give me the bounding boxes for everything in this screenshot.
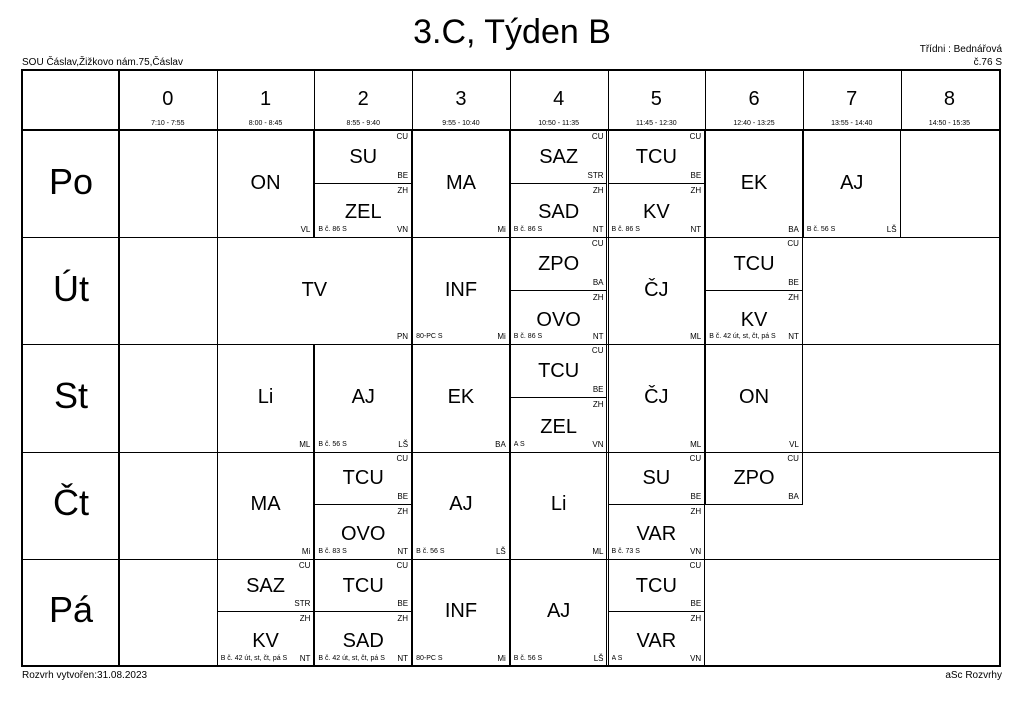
period-time: 11:45 - 12:30 [635,120,677,127]
period-number: 3 [455,88,467,110]
lesson-teacher: ML [299,439,311,449]
lesson-cell[interactable] [412,559,510,666]
period-time: 12:40 - 13:25 [733,120,775,127]
lesson-cell[interactable] [314,452,412,506]
lesson-subject: ZEL [344,201,382,224]
lesson-teacher: NT [592,225,604,235]
lesson-group: CU [591,132,604,141]
period-time: 8:00 - 8:45 [248,120,283,127]
timetable-grid [21,69,1001,667]
lesson-room: B č. 42 út, st, čt, pá S [220,654,288,662]
lesson-room: B č. 83 S [318,547,347,555]
lesson-subject: ZEL [540,415,577,438]
lesson-group: ZH [299,614,311,624]
lesson-teacher: ML [690,439,702,449]
lesson-subject: SU [349,145,378,168]
period-time: 8:55 - 9:40 [346,120,380,127]
lesson-teacher: VN [690,653,702,663]
lesson-teacher: NT [788,332,799,342]
lesson-cell[interactable] [412,130,510,237]
day-label: Pá [48,589,94,631]
lesson-subject: TCU [635,145,677,168]
lesson-room: B č. 86 S [611,226,640,234]
lesson-teacher: VN [690,546,702,556]
lesson-cell[interactable] [510,130,608,184]
lesson-group: ZH [397,507,409,517]
lesson-group: CU [298,560,311,570]
lesson-group: CU [689,560,702,570]
day-label: Út [53,267,89,309]
period-time: 7:10 - 7:55 [151,120,185,127]
home-room: č.76 S [973,57,1002,68]
lesson-group: CU [591,346,604,356]
lesson-cell[interactable] [314,505,412,559]
lesson-teacher: STR [294,599,311,609]
lesson-cell[interactable] [217,452,315,559]
lesson-teacher: BE [690,170,702,180]
lesson-teacher: BA [495,439,506,449]
period-number: 0 [162,88,174,110]
lesson-cell[interactable] [608,237,706,344]
lesson-cell[interactable] [608,184,706,238]
lesson-room: B č. 56 S [806,226,836,234]
lesson-group: ZH [690,507,702,517]
lesson-teacher: STR [587,170,604,180]
lesson-room: B č. 86 S [513,226,543,234]
lesson-teacher: NT [397,653,409,663]
lesson-subject: TCU [635,574,677,597]
lesson-subject: ON [739,385,770,408]
lesson-subject: KV [252,630,279,653]
lesson-teacher: BE [788,277,799,287]
lesson-cell[interactable] [217,130,315,237]
lesson-cell[interactable] [412,344,510,451]
lesson-room: B č. 73 S [611,547,640,555]
lesson-teacher: Mi [497,332,506,342]
lesson-cell[interactable] [217,237,412,344]
lesson-teacher: VN [396,225,409,235]
lesson-room: B č. 86 S [513,333,543,341]
lesson-subject: Li [257,385,274,408]
lesson-group: ZH [592,292,604,302]
lesson-cell[interactable] [510,291,608,345]
lesson-group: CU [396,453,409,463]
lesson-teacher: BE [690,599,702,609]
period-number: 8 [943,88,955,110]
lesson-subject: Li [550,493,567,516]
period-number: 7 [846,88,858,110]
lesson-cell[interactable] [705,291,803,345]
lesson-group: ZH [397,614,409,624]
lesson-subject: TCU [538,360,580,383]
lesson-cell[interactable] [412,452,510,559]
created-date: Rozvrh vytvořen:31.08.2023 [22,670,148,681]
lesson-room: B č. 42 út, st, čt, pá S [709,333,776,341]
lesson-subject: KV [740,308,768,331]
lesson-teacher: Mi [497,653,506,663]
lesson-teacher: BA [592,277,604,287]
lesson-teacher: BE [397,170,409,180]
lesson-subject: SAD [538,201,580,224]
software-name: aSc Rozvrhy [945,670,1002,681]
lesson-cell[interactable] [608,130,706,184]
lesson-cell[interactable] [510,452,608,559]
day-label: St [53,375,88,416]
lesson-cell[interactable] [608,505,706,559]
lesson-cell[interactable] [510,559,608,666]
period-number: 1 [259,88,272,110]
lesson-room: B č. 86 S [318,226,347,234]
day-label: Čt [53,482,89,524]
lesson-subject: AJ [546,600,571,623]
lesson-subject: SAZ [539,145,579,168]
lesson-cell[interactable] [510,344,608,398]
lesson-room: 80-PC S [416,654,443,662]
day-column-divider [118,71,120,665]
lesson-subject: SAZ [246,574,285,597]
lesson-subject: MA [445,171,476,194]
lesson-teacher: PN [396,332,409,342]
lesson-teacher: BE [592,384,604,394]
class-teacher: Třídni : Bednářová [919,44,1002,55]
lesson-group: ZH [788,292,799,302]
lesson-teacher: BA [788,492,799,502]
lesson-subject: AJ [351,385,375,408]
lesson-group: CU [396,560,409,570]
lesson-cell[interactable] [314,612,412,666]
lesson-cell[interactable] [705,452,803,506]
lesson-subject: MA [250,493,281,516]
lesson-cell[interactable] [608,452,706,506]
lesson-teacher: Mi [301,546,311,556]
school-name: SOU Čáslav,Žižkovo nám.75,Čáslav [22,57,183,68]
lesson-cell[interactable] [510,398,608,452]
lesson-teacher: LŠ [886,225,897,235]
lesson-subject: ZPO [733,467,775,490]
lesson-teacher: ML [690,332,702,342]
period-time: 13:55 - 14:40 [831,120,873,127]
lesson-subject: ČJ [644,385,669,408]
period-time: 10:50 - 11:35 [538,120,580,127]
lesson-subject: ZPO [538,252,580,275]
lesson-subject: VAR [636,630,677,653]
lesson-teacher: NT [299,653,311,663]
lesson-room: B č. 56 S [513,654,543,662]
lesson-cell[interactable] [803,130,901,237]
lesson-group: ZH [592,400,604,409]
lesson-group: CU [689,132,702,141]
lesson-teacher: LŠ [398,439,409,449]
lesson-group: CU [787,453,799,463]
day-label: Po [48,160,94,202]
lesson-cell[interactable] [705,130,803,237]
lesson-subject: TV [301,278,328,301]
lesson-subject: VAR [636,522,677,545]
lesson-teacher: VN [592,439,604,449]
lesson-cell[interactable] [314,130,412,184]
lesson-subject: SU [642,467,671,490]
period-number: 2 [357,88,369,110]
lesson-teacher: BA [788,225,799,235]
lesson-subject: EK [447,385,475,408]
lesson-subject: KV [643,201,670,224]
lesson-subject: INF [444,600,478,623]
lesson-cell[interactable] [217,344,315,451]
lesson-group: ZH [690,185,702,195]
lesson-room: B č. 56 S [318,440,347,448]
lesson-cell[interactable] [608,344,706,451]
lesson-cell[interactable] [608,559,706,613]
lesson-subject: ON [250,171,281,194]
page-title: 3.C, Týden B [413,13,611,51]
lesson-subject: ČJ [644,278,669,301]
lesson-room: A S [611,654,623,662]
lesson-subject: OVO [536,308,581,331]
lesson-group: ZH [690,614,702,624]
lesson-subject: AJ [840,171,864,194]
lesson-subject: TCU [733,252,775,275]
period-number: 4 [553,88,565,110]
lesson-teacher: LŠ [593,653,604,663]
lesson-teacher: NT [690,225,702,235]
period-time: 9:55 - 10:40 [442,120,480,127]
lesson-subject: EK [740,171,768,194]
lesson-cell[interactable] [510,184,608,238]
lesson-subject: INF [444,278,478,301]
lesson-teacher: VL [789,439,799,449]
lesson-teacher: BE [397,599,409,609]
lesson-cell[interactable] [314,344,412,451]
lesson-cell[interactable] [217,612,315,666]
lesson-cell[interactable] [705,344,803,451]
lesson-cell[interactable] [217,559,315,613]
lesson-subject: OVO [341,522,386,545]
lesson-group: CU [689,453,702,463]
lesson-teacher: VL [300,225,311,235]
lesson-subject: TCU [342,574,384,597]
lesson-group: CU [591,239,604,249]
period-time: 14:50 - 15:35 [928,120,971,127]
lesson-group: CU [396,132,409,141]
lesson-room: B č. 56 S [416,547,445,555]
lesson-group: ZH [592,185,604,195]
lesson-teacher: ML [592,546,604,556]
lesson-teacher: NT [397,546,409,556]
lesson-room: B č. 42 út, st, čt, pá S [318,654,385,662]
lesson-room: 80-PC S [416,333,443,341]
lesson-group: CU [787,239,799,249]
lesson-room: A S [513,440,525,448]
lesson-teacher: BE [690,492,702,502]
period-number: 6 [748,88,760,110]
lesson-cell[interactable] [608,612,706,666]
lesson-teacher: NT [592,332,604,342]
lesson-subject: SAD [342,630,384,653]
period-number: 5 [650,88,662,110]
lesson-cell[interactable] [412,237,510,344]
lesson-cell[interactable] [510,237,608,291]
lesson-subject: TCU [342,467,384,490]
lesson-cell[interactable] [314,184,412,238]
lesson-teacher: LŠ [495,546,506,556]
lesson-cell[interactable] [705,237,803,291]
lesson-subject: AJ [449,493,473,516]
lesson-teacher: Mi [497,225,506,235]
lesson-cell[interactable] [314,559,412,613]
lesson-teacher: BE [397,492,409,502]
lesson-group: ZH [397,185,409,195]
